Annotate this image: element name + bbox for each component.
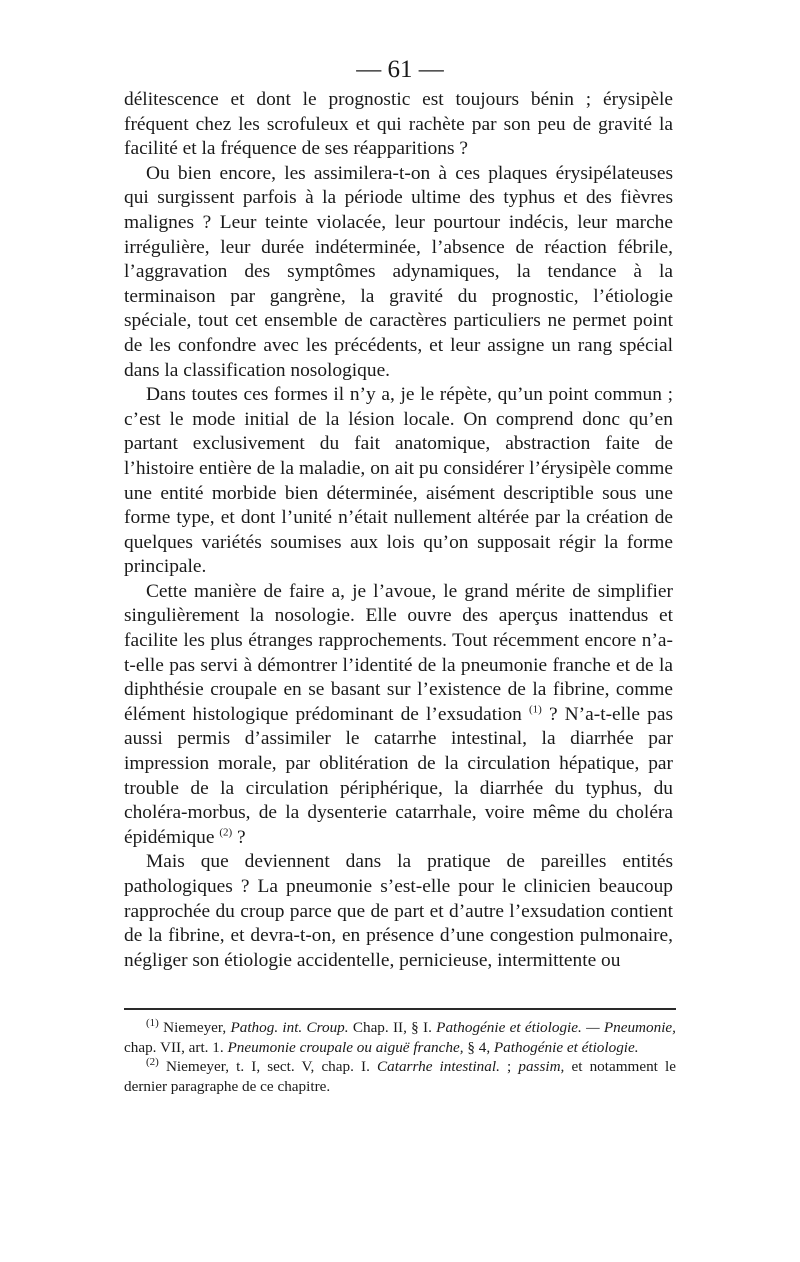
paragraph-4 — [124, 580, 673, 851]
footnote-2 — [124, 1057, 676, 1096]
footnote-1-mark: (1) — [146, 1016, 159, 1029]
paragraph-3: Dans toutes ces formes il n’y a, je le répète, qu’un point commun ; c’est le mode initial de la lésion locale. On comprend donc qu’en partant exclusivement du fait anatomique, abstraction faite de l’histoire entière de la maladie, on ait pu considérer l’érysipèle comme une entité morbide bien déterminée, aisément descriptible sous une forme type, et dont l’unité n’était nullement altérée par la création de quelques variétés soumises aux lois qu’on supposait régir la forme principale. — [124, 384, 673, 578]
footnote-2-title: Catarrhe intestinal. — [377, 1058, 500, 1076]
footnote-2-mark: (2) — [146, 1056, 159, 1069]
footnote-1-text: Chap. II, § I. — [348, 1019, 437, 1036]
footnote-1-title: Pathog. int. Croup. — [230, 1019, 349, 1036]
footnote-1-title: Pathogénie et étiologie. — [493, 1038, 639, 1056]
paragraph-4-part-1: Cette manière de faire a, je l’avoue, le grand mérite de simplifier singulièrement la nosologie. Elle ouvre des aperçus inattendus et facilite les plus étranges rapprochements. Tout récemment encore n’a-t-elle pas servi à démontrer l’identité de la pneumonie franche et de la diphthésie croupale en se basant sur l’existence de la fibrine, comme élément histologique prédominant de l’exsudation — [124, 580, 673, 725]
footnote-ref-1: (1) — [529, 703, 542, 716]
footnote-ref-2: (2) — [219, 826, 233, 839]
footnote-2-text: et notamment le dernier paragraphe de ce chapitre. — [124, 1058, 676, 1095]
footnotes — [124, 1018, 676, 1096]
page-number: — 61 — — [356, 56, 444, 83]
paragraph-4-part-3: ? — [232, 826, 246, 848]
paragraph-2: Ou bien encore, les assimilera-t-on à ces plaques érysipélateuses qui surgissent parfois à la période ultime des typhus et des fièvres malignes ? Leur teinte violacée, leur pourtour indécis, leur marche irrégulière, leur durée indéterminée, l’absence de réaction fébrile, l’aggravation des symptômes adynamiques, la tendance à la terminaison par gangrène, la gravité du prognostic, l’étiologie spéciale, tout cet ensemble de caractères particuliers ne permet point de les confondre avec les précédents, et leur assigne un rang spécial dans la classification nosologique. — [124, 162, 673, 381]
paragraph-1: délitescence et dont le prognostic est toujours bénin ; érysipèle fréquent chez les scrofuleux et qui rachète par son peu de gravité la facilité et la fréquence de ses réapparitions ? — [124, 89, 673, 160]
footnote-1-text: chap. VII, art. 1. — [124, 1038, 228, 1056]
footnote-2-text: Niemeyer, t. I, sect. V, chap. I. — [158, 1058, 378, 1076]
footnote-1-text: Niemeyer, — [158, 1019, 231, 1036]
main-text — [124, 88, 673, 973]
footnote-1-title: Pathogénie et étiologie. — Pneumonie, — [436, 1019, 676, 1036]
footnote-2-text: ; — [499, 1058, 519, 1076]
paragraph-5: Mais que deviennent dans la pratique de pareilles entités pathologiques ? La pneumonie s’est-elle pour le clinicien beaucoup rapprochée du croup parce que de part et d’autre l’exsudation contient de la fibrine, et devra-t-on, en présence d’une congestion pulmonaire, négliger son étiologie accidentelle, pernicieuse, intermittente ou — [124, 851, 673, 971]
footnote-divider — [124, 1008, 676, 1010]
paragraph-4-part-2: ? N’a-t-elle pas aussi permis d’assimiler le catarrhe intestinal, la diarrhée par impression morale, par oblitération de la circulation hépatique, par trouble de la circulation périphérique, la diarrhée du typhus, du choléra-morbus, de la dysenterie catarrhale, voire même du choléra épidémique — [124, 703, 673, 848]
footnote-2-title: passim, — [518, 1058, 565, 1076]
footnote-1-text: § 4, — [463, 1038, 494, 1056]
footnote-1-title: Pneumonie croupale ou aiguë franche, — [227, 1038, 464, 1056]
footnote-1 — [124, 1018, 676, 1057]
